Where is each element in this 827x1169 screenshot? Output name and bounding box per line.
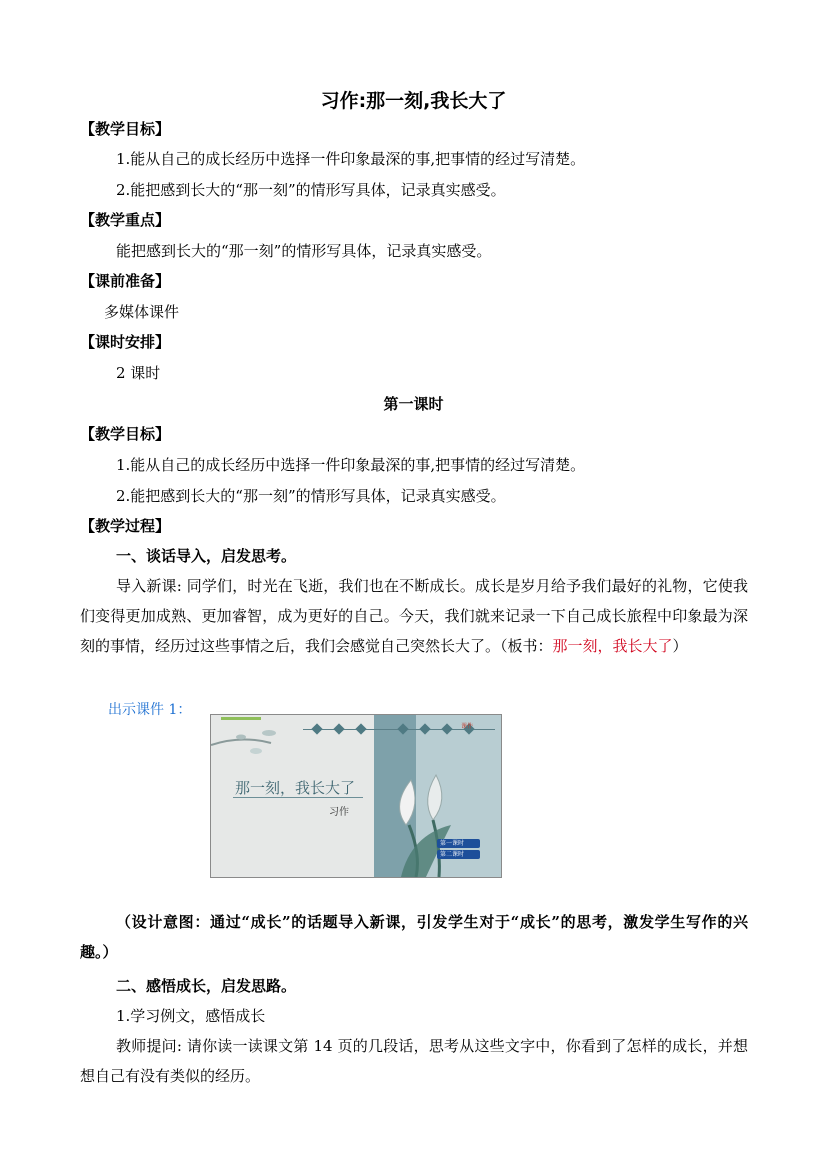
time-text: 2 课时 (116, 364, 161, 382)
goal-heading: 【教学目标】 (80, 120, 171, 138)
prep-heading: 【课前准备】 (80, 272, 171, 290)
calla-lily-illustration (381, 765, 491, 877)
intro-text: 导入新课: 同学们，时光在飞逝，我们也在不断成长。成长是岁月给予我们最好的礼物，它使我们变得更加成熟、更加睿智，成为更好的自己。今天，我们就来记录一下自己成长旅程中印象最为深刻的事情，经历过这些事情之后，我们会感觉自己突然长大了。（板书： (80, 577, 748, 655)
page-title: 习作:那一刻,我长大了 (320, 90, 507, 112)
slide-subtitle: 习作 (329, 807, 349, 818)
sub-step-1: 1.学习例文，感悟成长 (116, 1007, 266, 1025)
board-close: ） (672, 637, 688, 655)
teacher-question: 教师提问: 请你读一读课文第 14 页的几段话，思考从这些文字中，你看到了怎样的成长，并想想自己有没有类似的经历。 (80, 1037, 748, 1085)
lesson-heading: 第一课时 (383, 395, 444, 413)
intro-paragraph (80, 571, 748, 661)
time-heading: 【课时安排】 (80, 333, 171, 351)
step-2-heading: 二、感悟成长，启发思路。 (116, 977, 297, 995)
slide-thumbnail (210, 714, 502, 878)
lesson-goal-heading: 【教学目标】 (80, 425, 171, 443)
slide-title-underline (233, 797, 363, 798)
goal-item-2: 2.能把感到长大的“那一刻”的情形写具体，记录真实感受。 (116, 181, 506, 199)
slide-logo: 课件 (461, 723, 474, 730)
slide-diamond (311, 723, 322, 734)
goal-item-1: 1.能从自己的成长经历中选择一件印象最深的事,把事情的经过写清楚。 (116, 150, 586, 168)
design-intent: （设计意图：通过“成长”的话题导入新课，引发学生对于“成长”的思考，激发学生写作的兴趣。） (80, 913, 748, 961)
slide-lesson2-button: 第二课时 (437, 850, 480, 859)
key-text: 能把感到长大的“那一刻”的情形写具体，记录真实感受。 (116, 242, 492, 260)
slide-title: 那一刻，我长大了 (235, 779, 356, 797)
board-text: 那一刻，我长大了 (552, 637, 673, 655)
lesson-goal-item-2: 2.能把感到长大的“那一刻”的情形写具体，记录真实感受。 (116, 487, 506, 505)
show-slide-label: 出示课件 1： (108, 702, 192, 718)
slide-diamond (333, 723, 344, 734)
slide-diamond (355, 723, 366, 734)
step-1-heading: 一、谈话导入，启发思考。 (116, 547, 297, 565)
slide-lesson1-button: 第一课时 (437, 839, 480, 848)
branch-illustration (211, 715, 311, 775)
lesson-goal-item-1: 1.能从自己的成长经历中选择一件印象最深的事,把事情的经过写清楚。 (116, 456, 586, 474)
process-heading: 【教学过程】 (80, 517, 171, 535)
key-heading: 【教学重点】 (80, 211, 171, 229)
prep-text: 多媒体课件 (104, 303, 180, 321)
